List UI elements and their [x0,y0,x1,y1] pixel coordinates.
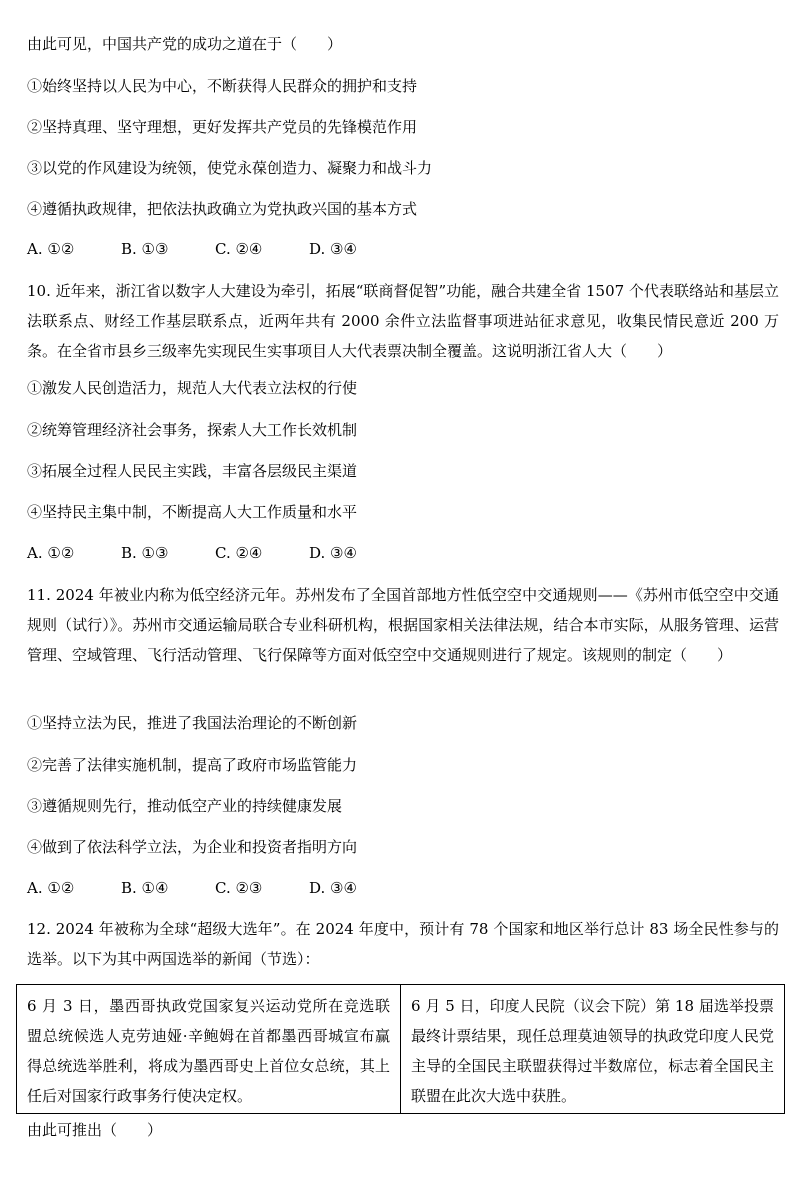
q10-options [27,543,403,563]
q11-option-c: C. ②③ [215,879,263,897]
q11-item-2: ②完善了法律实施机制，提高了政府市场监管能力 [27,756,358,774]
q11-option-b: B. ①④ [121,879,169,897]
q10-option-d: D. ③④ [309,544,357,562]
q10-item-2: ②统筹管理经济社会事务，探索人大工作长效机制 [27,421,358,439]
q10-item-4: ④坚持民主集中制，不断提高人大工作质量和水平 [27,503,358,521]
q9-item-2: ②坚持真理、坚守理想，更好发挥共产党员的先锋模范作用 [27,118,418,136]
q10-option-b: B. ①③ [121,544,169,562]
q9-item-1: ①始终坚持以人民为中心，不断获得人民群众的拥护和支持 [27,77,418,95]
q10-item-1: ①激发人民创造活力，规范人大代表立法权的行使 [27,379,358,397]
q12-stem: 12. 2024 年被称为全球“超级大选年”。在 2024 年度中，预计有 78 个国家和地区举行总计 83 场全民性参与的选举。以下为其中两国选举的新闻（节选）： [27,920,779,968]
q9-option-d: D. ③④ [309,240,357,258]
q11-item-4: ④做到了依法科学立法，为企业和投资者指明方向 [27,838,358,856]
news-table [16,984,785,1114]
q9-option-a: A. ①② [27,240,75,258]
q11-options [27,878,403,898]
q11-item-1: ①坚持立法为民，推进了我国法治理论的不断创新 [27,714,358,732]
q10-option-c: C. ②④ [215,544,263,562]
news-mexico: 6 月 3 日，墨西哥执政党国家复兴运动党所在竞选联盟总统候选人克劳迪娅·辛鲍姆在首都墨西哥城宣布赢得总统选举胜利，将成为墨西哥史上首位女总统，其上任后对国家行政事务行使决定权。 [27,997,390,1105]
q11-item-3: ③遵循规则先行，推动低空产业的持续健康发展 [27,797,343,815]
q12-tail: 由此可推出（ ） [27,1121,163,1139]
q9-option-b: B. ①③ [121,240,169,258]
q9-item-3: ③以党的作风建设为统领，使党永葆创造力、凝聚力和战斗力 [27,159,433,177]
q11-option-a: A. ①② [27,879,75,897]
news-india: 6 月 5 日，印度人民院（议会下院）第 18 届选举投票最终计票结果，现任总理莫迪领导的执政党印度人民党主导的全国民主联盟获得过半数席位，标志着全国民主联盟在此次大选中获胜。 [400,985,784,1113]
q11-option-d: D. ③④ [309,879,357,897]
q9-item-4: ④遵循执政规律，把依法执政确立为党执政兴国的基本方式 [27,200,418,218]
q9-option-c: C. ②④ [215,240,263,258]
q10-item-3: ③拓展全过程人民民主实践，丰富各层级民主渠道 [27,462,358,480]
q9-options [27,239,403,259]
q10-stem: 10. 近年来，浙江省以数字人大建设为牵引，拓展“联商督促智”功能，融合共建全省 1507 个代表联络站和基层立法联系点、财经工作基层联系点，近两年共有 2000 余件立法监督事项进站征求意见，收集民情民意近 200 万条。在全省市县乡三级率先实现民生实事项目人大代表票决制全覆盖。这说明浙江省人大（ ） [27,282,779,360]
q9-lead: 由此可见，中国共产党的成功之道在于（ ） [27,35,343,53]
q10-option-a: A. ①② [27,544,75,562]
q11-stem: 11. 2024 年被业内称为低空经济元年。苏州发布了全国首部地方性低空空中交通规则——《苏州市低空空中交通规则（试行）》。苏州市交通运输局联合专业科研机构，根据国家相关法律法规，结合本市实际，从服务管理、运营管理、空域管理、飞行活动管理、飞行保障等方面对低空空中交通规则进行了规定。该规则的制定（ ） [27,586,779,664]
